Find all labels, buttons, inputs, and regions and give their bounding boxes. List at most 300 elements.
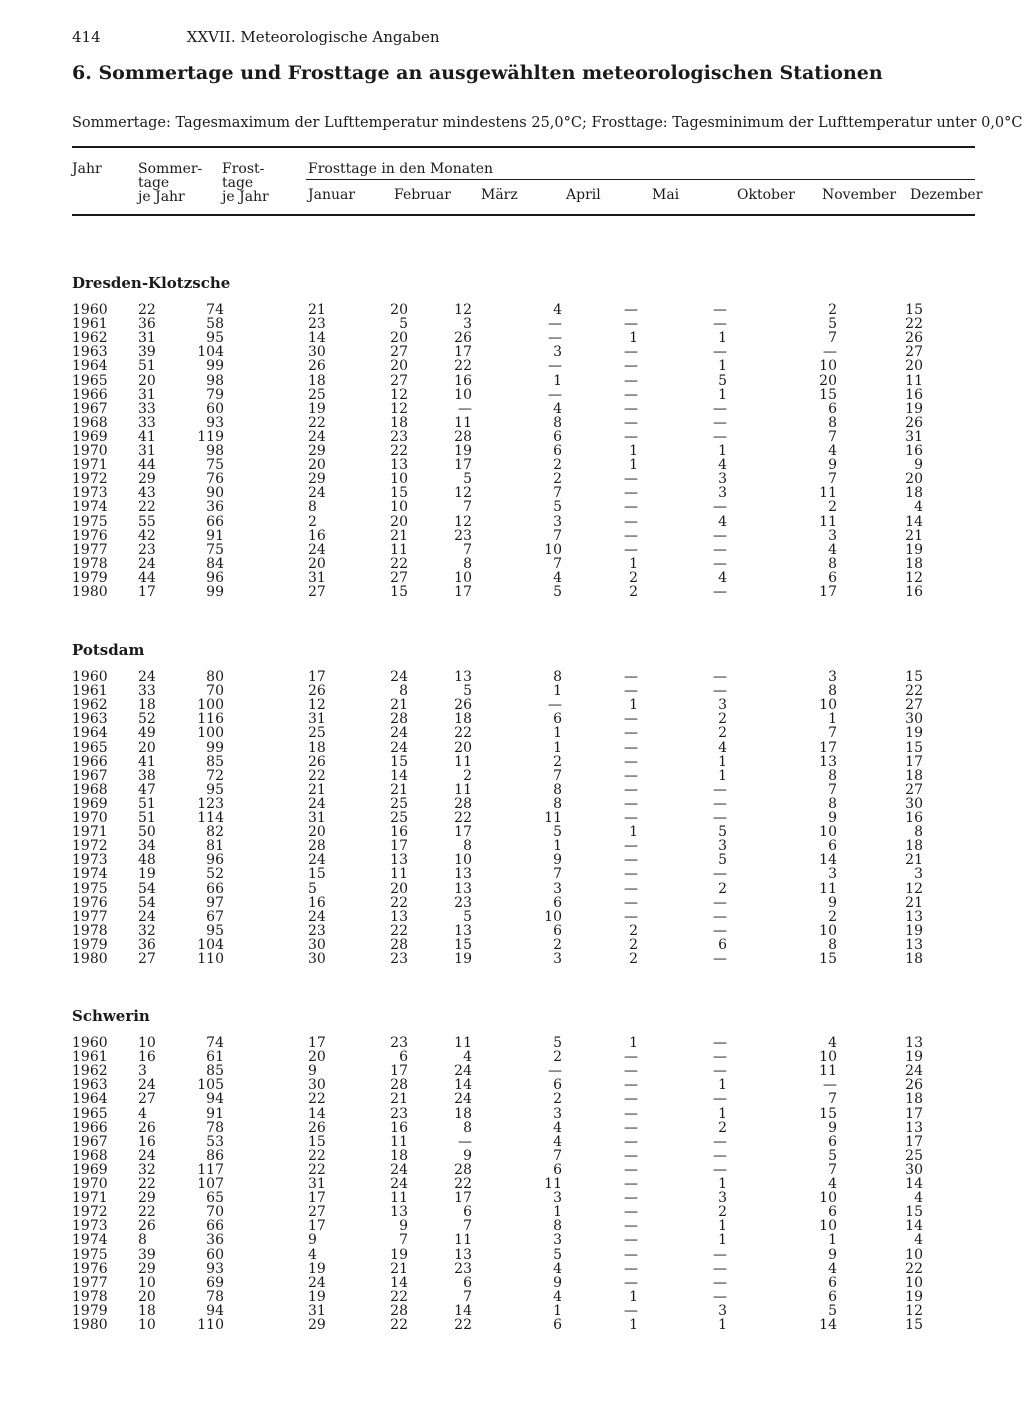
cell-oktober: 1 (718, 767, 727, 784)
cell-jahr: 1968 (72, 1147, 108, 1164)
cell-oktober: 1 (718, 358, 727, 375)
cell-jahr: 1979 (72, 1302, 108, 1319)
cell-maerz: 7 (463, 541, 472, 558)
cell-maerz: — (458, 1133, 472, 1150)
cell-januar: 28 (308, 838, 326, 855)
cell-april: 3 (553, 1190, 562, 1207)
cell-maerz: 18 (454, 711, 472, 728)
cell-sommertage: 33 (138, 414, 156, 431)
cell-jahr: 1969 (72, 428, 108, 445)
cell-jahr: 1973 (72, 852, 108, 869)
cell-sommertage: 41 (138, 428, 156, 445)
cell-april: 7 (553, 767, 562, 784)
cell-sommertage: 31 (138, 443, 156, 459)
cell-sommertage: 26 (138, 1218, 156, 1235)
cell-dezember: 11 (905, 372, 923, 389)
cell-oktober: — (713, 1246, 727, 1263)
cell-januar: 8 (308, 499, 317, 516)
cell-sommertage: 34 (138, 838, 156, 855)
table-row (0, 1219, 1000, 1233)
cell-oktober: 5 (718, 372, 727, 389)
cell-februar: 27 (390, 372, 408, 389)
cell-jahr: 1960 (72, 1035, 108, 1051)
col-header-dezember: Dezember (910, 187, 983, 203)
cell-dezember: 18 (905, 485, 923, 502)
cell-frosttage: 116 (197, 711, 224, 728)
cell-februar: 24 (390, 1161, 408, 1178)
cell-april: 9 (553, 852, 562, 869)
cell-frosttage: 85 (206, 753, 224, 770)
cell-frosttage: 53 (206, 1133, 224, 1150)
cell-frosttage: 100 (197, 697, 224, 714)
cell-sommertage: 49 (138, 725, 156, 742)
cell-sommertage: 29 (138, 1260, 156, 1277)
cell-oktober: — (713, 795, 727, 812)
cell-jahr: 1966 (72, 753, 108, 770)
cell-oktober: — (713, 683, 727, 700)
cell-oktober: — (713, 810, 727, 826)
cell-maerz: 10 (454, 569, 472, 586)
cell-jahr: 1966 (72, 386, 108, 403)
cell-frosttage: 75 (206, 457, 224, 474)
cell-oktober: — (713, 555, 727, 572)
cell-sommertage: 27 (138, 951, 156, 967)
cell-oktober: 2 (718, 1119, 727, 1136)
cell-jahr: 1970 (72, 443, 108, 459)
cell-februar: 27 (390, 344, 408, 361)
cell-jahr: 1978 (72, 1288, 108, 1305)
cell-frosttage: 104 (197, 344, 224, 361)
cell-jahr: 1972 (72, 838, 108, 855)
cell-maerz: 17 (454, 824, 472, 841)
cell-frosttage: 91 (206, 1105, 224, 1122)
cell-maerz: 23 (454, 527, 472, 544)
cell-november: 11 (819, 513, 837, 530)
cell-november: 1 (828, 711, 837, 728)
cell-mai: — (624, 344, 638, 361)
table-row (0, 1050, 1000, 1064)
col-header-sommertage-2: tage (138, 175, 170, 191)
cell-januar: 29 (308, 1317, 326, 1333)
cell-mai: 2 (629, 584, 638, 600)
cell-februar: 12 (390, 386, 408, 403)
cell-januar: 4 (308, 1246, 317, 1263)
cell-maerz: 17 (454, 344, 472, 361)
cell-februar: 21 (390, 1091, 408, 1108)
cell-oktober: — (713, 1091, 727, 1108)
cell-januar: 22 (308, 1091, 326, 1108)
cell-mai: — (624, 400, 638, 417)
cell-april: 3 (553, 951, 562, 967)
cell-frosttage: 81 (206, 838, 224, 855)
cell-frosttage: 78 (206, 1119, 224, 1136)
cell-jahr: 1973 (72, 1218, 108, 1235)
cell-frosttage: 99 (206, 739, 224, 756)
cell-maerz: 11 (454, 414, 472, 431)
cell-januar: 24 (308, 908, 326, 925)
cell-januar: 26 (308, 1119, 326, 1136)
table-row (0, 486, 1000, 500)
cell-februar: 22 (390, 1317, 408, 1333)
table-row (0, 896, 1000, 910)
cell-oktober: 1 (718, 1317, 727, 1333)
cell-oktober: 3 (718, 1302, 727, 1319)
table-row (0, 444, 1000, 458)
cell-maerz: 17 (454, 584, 472, 600)
table-row (0, 853, 1000, 867)
cell-oktober: 2 (718, 880, 727, 897)
cell-april: 1 (553, 683, 562, 700)
cell-dezember: 4 (914, 499, 923, 516)
col-header-maerz: März (481, 187, 518, 203)
cell-april: 3 (553, 1232, 562, 1249)
cell-oktober: — (713, 541, 727, 558)
cell-januar: 17 (308, 1035, 326, 1051)
cell-dezember: 26 (905, 330, 923, 347)
cell-sommertage: 19 (138, 866, 156, 883)
cell-februar: 28 (390, 711, 408, 728)
cell-januar: 19 (308, 1288, 326, 1305)
cell-jahr: 1967 (72, 1133, 108, 1150)
cell-november: 5 (828, 1302, 837, 1319)
cell-april: — (548, 330, 562, 347)
cell-dezember: 17 (905, 1133, 923, 1150)
cell-november: 6 (828, 400, 837, 417)
cell-dezember: 21 (905, 894, 923, 911)
cell-dezember: 12 (905, 880, 923, 897)
cell-sommertage: 3 (138, 1063, 147, 1080)
cell-oktober: 2 (718, 711, 727, 728)
cell-jahr: 1968 (72, 414, 108, 431)
cell-frosttage: 82 (206, 824, 224, 841)
cell-mai: — (624, 386, 638, 403)
cell-mai: — (624, 838, 638, 855)
cell-dezember: 18 (905, 555, 923, 572)
cell-dezember: 18 (905, 838, 923, 855)
table-row (0, 712, 1000, 726)
cell-sommertage: 16 (138, 1049, 156, 1066)
cell-dezember: 4 (914, 1190, 923, 1207)
cell-januar: 31 (308, 1302, 326, 1319)
cell-oktober: 1 (718, 1077, 727, 1094)
cell-frosttage: 96 (206, 569, 224, 586)
col-header-januar: Januar (308, 187, 356, 203)
cell-februar: 20 (390, 358, 408, 375)
cell-april: 7 (553, 555, 562, 572)
cell-november: 4 (828, 1176, 837, 1192)
cell-januar: 24 (308, 541, 326, 558)
cell-november: 6 (828, 569, 837, 586)
page-number: 414 (72, 28, 101, 46)
cell-frosttage: 85 (206, 1063, 224, 1080)
cell-oktober: 3 (718, 1190, 727, 1207)
cell-sommertage: 39 (138, 1246, 156, 1263)
cell-januar: 31 (308, 711, 326, 728)
cell-dezember: 3 (914, 866, 923, 883)
cell-februar: 24 (390, 725, 408, 742)
cell-april: — (548, 316, 562, 333)
cell-maerz: 7 (463, 499, 472, 516)
cell-april: 4 (553, 1288, 562, 1305)
cell-april: 2 (553, 457, 562, 474)
cell-november: 10 (819, 922, 837, 939)
cell-jahr: 1974 (72, 866, 108, 883)
table-row (0, 529, 1000, 543)
col-header-sommertage-3: je Jahr (138, 189, 185, 205)
cell-mai: — (624, 1190, 638, 1207)
cell-april: 1 (553, 1204, 562, 1221)
cell-november: 3 (828, 669, 837, 685)
cell-februar: 21 (390, 781, 408, 798)
cell-januar: 27 (308, 1204, 326, 1221)
cell-sommertage: 38 (138, 767, 156, 784)
cell-februar: 12 (390, 400, 408, 417)
cell-april: 8 (553, 781, 562, 798)
cell-mai: 1 (629, 1317, 638, 1333)
cell-dezember: 13 (905, 1035, 923, 1051)
cell-maerz: 5 (463, 471, 472, 488)
cell-sommertage: 29 (138, 1190, 156, 1207)
cell-november: 11 (819, 1063, 837, 1080)
cell-januar: 9 (308, 1063, 317, 1080)
cell-jahr: 1962 (72, 330, 108, 347)
cell-maerz: 10 (454, 386, 472, 403)
cell-mai: — (624, 1246, 638, 1263)
cell-jahr: 1971 (72, 457, 108, 474)
col-header-mai: Mai (652, 187, 680, 203)
cell-april: 1 (553, 739, 562, 756)
cell-januar: 31 (308, 810, 326, 826)
cell-sommertage: 10 (138, 1035, 156, 1051)
cell-november: 1 (828, 1232, 837, 1249)
cell-sommertage: 51 (138, 795, 156, 812)
cell-november: 8 (828, 795, 837, 812)
cell-februar: 15 (390, 584, 408, 600)
cell-januar: 22 (308, 1161, 326, 1178)
cell-maerz: 11 (454, 1035, 472, 1051)
cell-jahr: 1963 (72, 344, 108, 361)
cell-november: 9 (828, 894, 837, 911)
table-row (0, 1092, 1000, 1106)
cell-januar: 23 (308, 316, 326, 333)
cell-frosttage: 99 (206, 584, 224, 600)
cell-frosttage: 66 (206, 1218, 224, 1235)
cell-april: 6 (553, 1077, 562, 1094)
cell-sommertage: 8 (138, 1232, 147, 1249)
cell-maerz: 5 (463, 683, 472, 700)
cell-november: 17 (819, 739, 837, 756)
cell-mai: — (624, 1147, 638, 1164)
cell-frosttage: 98 (206, 443, 224, 459)
cell-november: 9 (828, 1246, 837, 1263)
cell-april: 5 (553, 824, 562, 841)
cell-januar: 20 (308, 457, 326, 474)
cell-november: 7 (828, 471, 837, 488)
cell-maerz: 12 (454, 513, 472, 530)
cell-november: 8 (828, 936, 837, 953)
cell-maerz: 11 (454, 1232, 472, 1249)
cell-dezember: 15 (905, 1317, 923, 1333)
cell-dezember: 26 (905, 414, 923, 431)
cell-oktober: — (713, 527, 727, 544)
cell-november: — (823, 344, 837, 361)
cell-sommertage: 54 (138, 894, 156, 911)
cell-dezember: 15 (905, 1204, 923, 1221)
cell-mai: — (624, 513, 638, 530)
cell-april: 7 (553, 866, 562, 883)
table-row (0, 1276, 1000, 1290)
cell-februar: 13 (390, 457, 408, 474)
cell-februar: 8 (399, 683, 408, 700)
cell-frosttage: 110 (197, 1317, 224, 1333)
cell-maerz: 28 (454, 795, 472, 812)
cell-maerz: 3 (463, 316, 472, 333)
cell-mai: — (624, 1133, 638, 1150)
cell-februar: 15 (390, 753, 408, 770)
col-header-oktober: Oktober (737, 187, 795, 203)
table-row (0, 543, 1000, 557)
table-row (0, 303, 1000, 317)
cell-maerz: 12 (454, 485, 472, 502)
cell-april: — (548, 697, 562, 714)
cell-februar: 22 (390, 1288, 408, 1305)
cell-januar: 24 (308, 428, 326, 445)
cell-dezember: 19 (905, 725, 923, 742)
cell-januar: 22 (308, 414, 326, 431)
cell-oktober: — (713, 1274, 727, 1291)
cell-mai: — (624, 669, 638, 685)
cell-frosttage: 36 (206, 499, 224, 516)
cell-april: 8 (553, 795, 562, 812)
cell-maerz: 19 (454, 443, 472, 459)
cell-sommertage: 22 (138, 302, 156, 318)
cell-jahr: 1972 (72, 1204, 108, 1221)
cell-mai: — (624, 428, 638, 445)
cell-maerz: 22 (454, 1176, 472, 1192)
cell-januar: 26 (308, 753, 326, 770)
cell-jahr: 1960 (72, 669, 108, 685)
cell-februar: 18 (390, 414, 408, 431)
cell-maerz: 14 (454, 1302, 472, 1319)
cell-frosttage: 70 (206, 1204, 224, 1221)
cell-februar: 18 (390, 1147, 408, 1164)
cell-frosttage: 100 (197, 725, 224, 742)
cell-januar: 20 (308, 555, 326, 572)
cell-april: 6 (553, 1161, 562, 1178)
table-row (0, 726, 1000, 740)
cell-februar: 22 (390, 922, 408, 939)
cell-dezember: 14 (905, 1176, 923, 1192)
cell-jahr: 1963 (72, 1077, 108, 1094)
cell-mai: 1 (629, 330, 638, 347)
cell-jahr: 1975 (72, 513, 108, 530)
cell-oktober: — (713, 428, 727, 445)
cell-jahr: 1966 (72, 1119, 108, 1136)
cell-oktober: 2 (718, 725, 727, 742)
cell-jahr: 1971 (72, 824, 108, 841)
cell-jahr: 1961 (72, 683, 108, 700)
cell-januar: 30 (308, 936, 326, 953)
cell-oktober: — (713, 951, 727, 967)
cell-maerz: 22 (454, 810, 472, 826)
cell-november: 10 (819, 1049, 837, 1066)
cell-mai: — (624, 711, 638, 728)
cell-sommertage: 31 (138, 386, 156, 403)
cell-oktober: 4 (718, 739, 727, 756)
cell-april: 6 (553, 428, 562, 445)
cell-frosttage: 114 (197, 810, 224, 826)
cell-oktober: — (713, 1063, 727, 1080)
cell-november: 4 (828, 1260, 837, 1277)
cell-maerz: 8 (463, 838, 472, 855)
cell-oktober: 1 (718, 1218, 727, 1235)
cell-mai: 1 (629, 1288, 638, 1305)
cell-frosttage: 75 (206, 541, 224, 558)
table-row (0, 811, 1000, 825)
cell-frosttage: 79 (206, 386, 224, 403)
cell-frosttage: 123 (197, 795, 224, 812)
cell-sommertage: 22 (138, 1176, 156, 1192)
cell-dezember: 14 (905, 1218, 923, 1235)
cell-mai: — (624, 1218, 638, 1235)
cell-mai: — (624, 1176, 638, 1192)
cell-februar: 17 (390, 838, 408, 855)
cell-sommertage: 52 (138, 711, 156, 728)
col-header-frosttage-1: Frost- (222, 161, 265, 177)
cell-jahr: 1977 (72, 908, 108, 925)
cell-dezember: 13 (905, 1119, 923, 1136)
table-row (0, 1163, 1000, 1177)
cell-sommertage: 29 (138, 471, 156, 488)
cell-jahr: 1980 (72, 584, 108, 600)
cell-januar: 23 (308, 922, 326, 939)
cell-januar: 30 (308, 1077, 326, 1094)
cell-mai: — (624, 767, 638, 784)
cell-mai: — (624, 316, 638, 333)
cell-mai: — (624, 810, 638, 826)
cell-januar: 24 (308, 852, 326, 869)
cell-dezember: 19 (905, 922, 923, 939)
cell-dezember: 16 (905, 810, 923, 826)
cell-jahr: 1973 (72, 485, 108, 502)
cell-frosttage: 80 (206, 669, 224, 685)
table-row (0, 1205, 1000, 1219)
cell-oktober: 3 (718, 838, 727, 855)
header-group-rule (306, 179, 975, 180)
header-top-rule (72, 146, 975, 148)
cell-januar: 24 (308, 1274, 326, 1291)
cell-oktober: — (713, 316, 727, 333)
cell-oktober: 1 (718, 1176, 727, 1192)
table-row (0, 359, 1000, 373)
table-row (0, 1064, 1000, 1078)
cell-april: 4 (553, 1133, 562, 1150)
cell-november: 4 (828, 541, 837, 558)
cell-dezember: 10 (905, 1246, 923, 1263)
cell-dezember: 18 (905, 951, 923, 967)
cell-november: 3 (828, 527, 837, 544)
cell-maerz: 6 (463, 1274, 472, 1291)
cell-april: 3 (553, 344, 562, 361)
cell-april: 5 (553, 584, 562, 600)
cell-sommertage: 4 (138, 1105, 147, 1122)
cell-april: 4 (553, 569, 562, 586)
cell-november: 15 (819, 1105, 837, 1122)
table-row (0, 317, 1000, 331)
cell-jahr: 1967 (72, 400, 108, 417)
cell-oktober: — (713, 414, 727, 431)
table-row (0, 374, 1000, 388)
